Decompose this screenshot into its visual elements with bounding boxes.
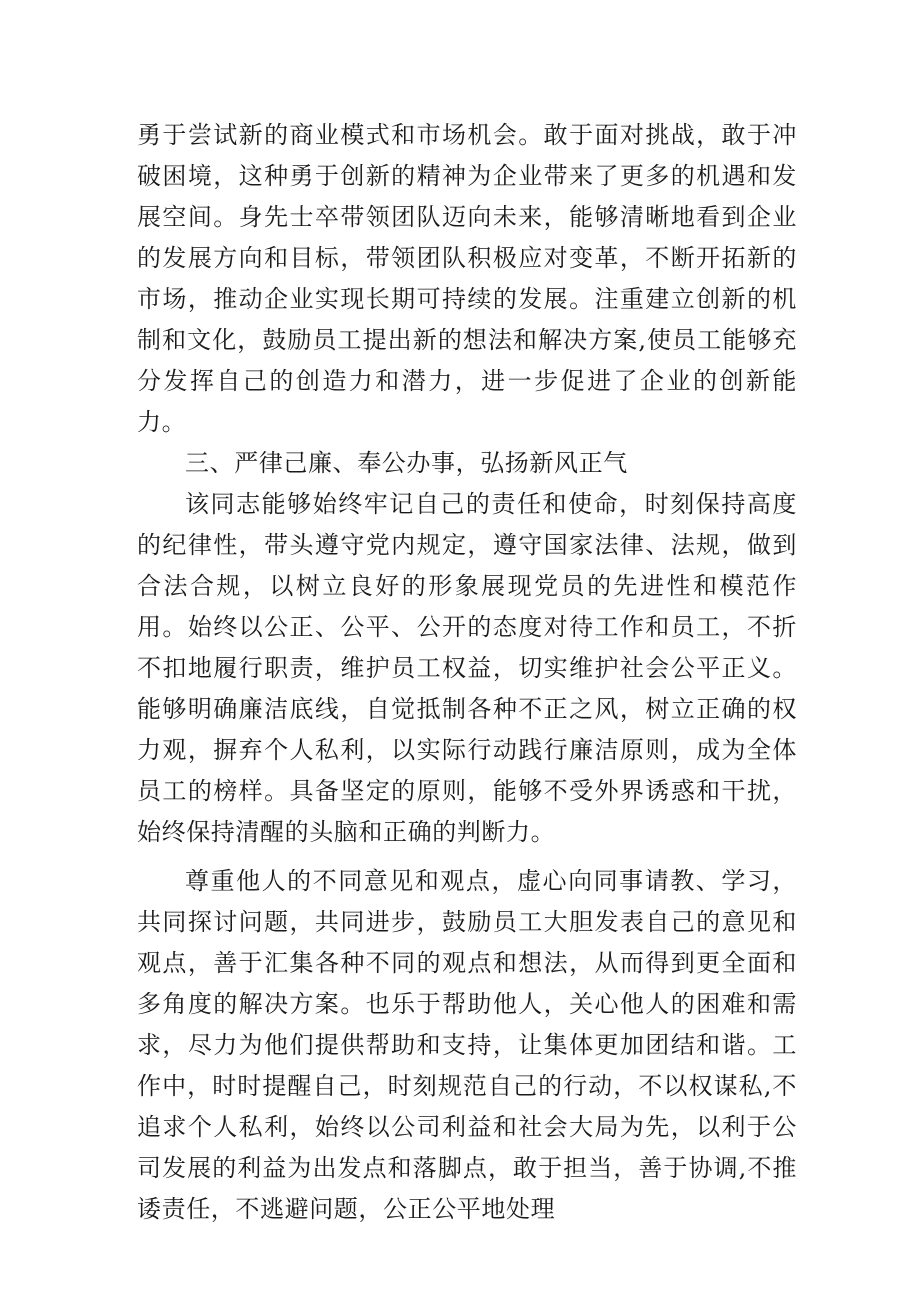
paragraph-continuation: 勇于尝试新的商业模式和市场机会。敢于面对挑战，敢于冲破困境，这种勇于创新的精神为企业带来了更多的机遇和发展空间。身先士卒带领团队迈向未来，能够清晰地看到企业的发展方向和目标，带领团队积极应对变革，不断开拓新的市场，推动企业实现长期可持续的发展。注重建立创新的机制和文化，鼓励员工提出新的想法和解决方案,使员工能够充分发挥自己的创造力和潜力，进一步促进了企业的创新能力。 bbox=[137, 121, 797, 436]
document-body bbox=[137, 115, 797, 1230]
paragraph-respect: 尊重他人的不同意见和观点，虚心向同事请教、学习，共同探讨问题，共同进步，鼓励员工大胆发表自己的意见和观点，善于汇集各种不同的观点和想法，从而得到更全面和多角度的解决方案。也乐于帮助他人，关心他人的困难和需求，尽力为他们提供帮助和支持，让集体更加团结和谐。工作中，时时提醒自己，时刻规范自己的行动，不以权谋私,不追求个人私利，始终以公司利益和社会大局为先，以利于公司发展的利益为出发点和落脚点，敢于担当，善于协调,不推诿责任，不逃避问题，公正公平地处理 bbox=[137, 867, 797, 1223]
paragraph-discipline: 该同志能够始终牢记自己的责任和使命，时刻保持高度的纪律性，带头遵守党内规定，遵守国家法律、法规，做到合法合规，以树立良好的形象展现党员的先进性和模范作用。始终以公正、公平、公开的态度对待工作和员工，不折不扣地履行职责，维护员工权益，切实维护社会公平正义。能够明确廉洁底线，自觉抵制各种不正之风，树立正确的权力观，摒弃个人私利，以实际行动践行廉洁原则，成为全体员工的榜样。具备坚定的原则，能够不受外界诱惑和干扰，始终保持清醒的头脑和正确的判断力。 bbox=[137, 490, 797, 846]
section-heading: 三、严律己廉、奉公办事，弘扬新风正气 bbox=[185, 449, 628, 477]
